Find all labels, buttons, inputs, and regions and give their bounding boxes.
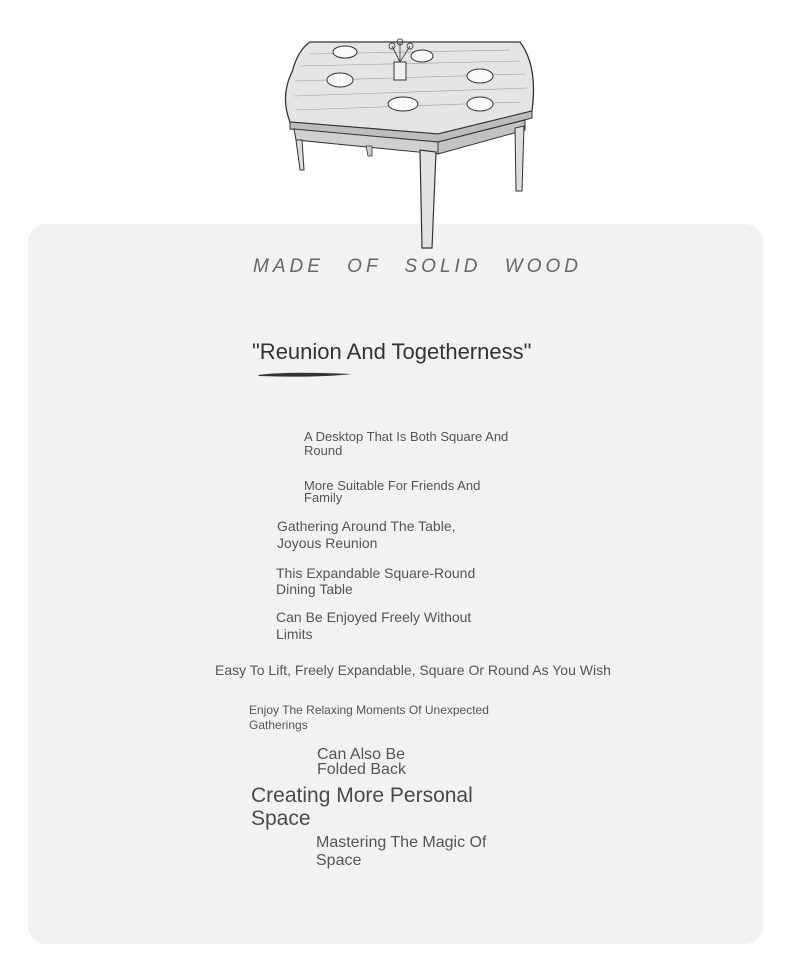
- text-line: Enjoy The Relaxing Moments Of Unexpected Gatherings: [249, 703, 489, 732]
- text-line: This Expandable Square-Round Dining Table: [276, 565, 476, 598]
- text-line: More Suitable For Friends And Family: [304, 478, 481, 506]
- text-line: Can Also Be Folded Back: [317, 746, 406, 779]
- text-line: A Desktop That Is Both Square And Round: [304, 429, 509, 459]
- page-title: "Reunion And Togetherness": [252, 339, 532, 364]
- text-line: Easy To Lift, Freely Expandable, Square Or Round As You Wish: [215, 662, 611, 678]
- material-label: MADE OF SOLID WOOD: [253, 256, 583, 277]
- title-block: [252, 339, 531, 378]
- text-line: Gathering Around The Table, Joyous Reunion: [277, 518, 456, 551]
- dining-table-illustration: [270, 36, 540, 254]
- brush-stroke-underline: [257, 370, 353, 378]
- text-line: Can Be Enjoyed Freely Without Limits: [276, 609, 472, 642]
- text-line-large: Creating More Personal Space: [251, 784, 473, 831]
- text-line: Mastering The Magic Of Space: [316, 834, 487, 869]
